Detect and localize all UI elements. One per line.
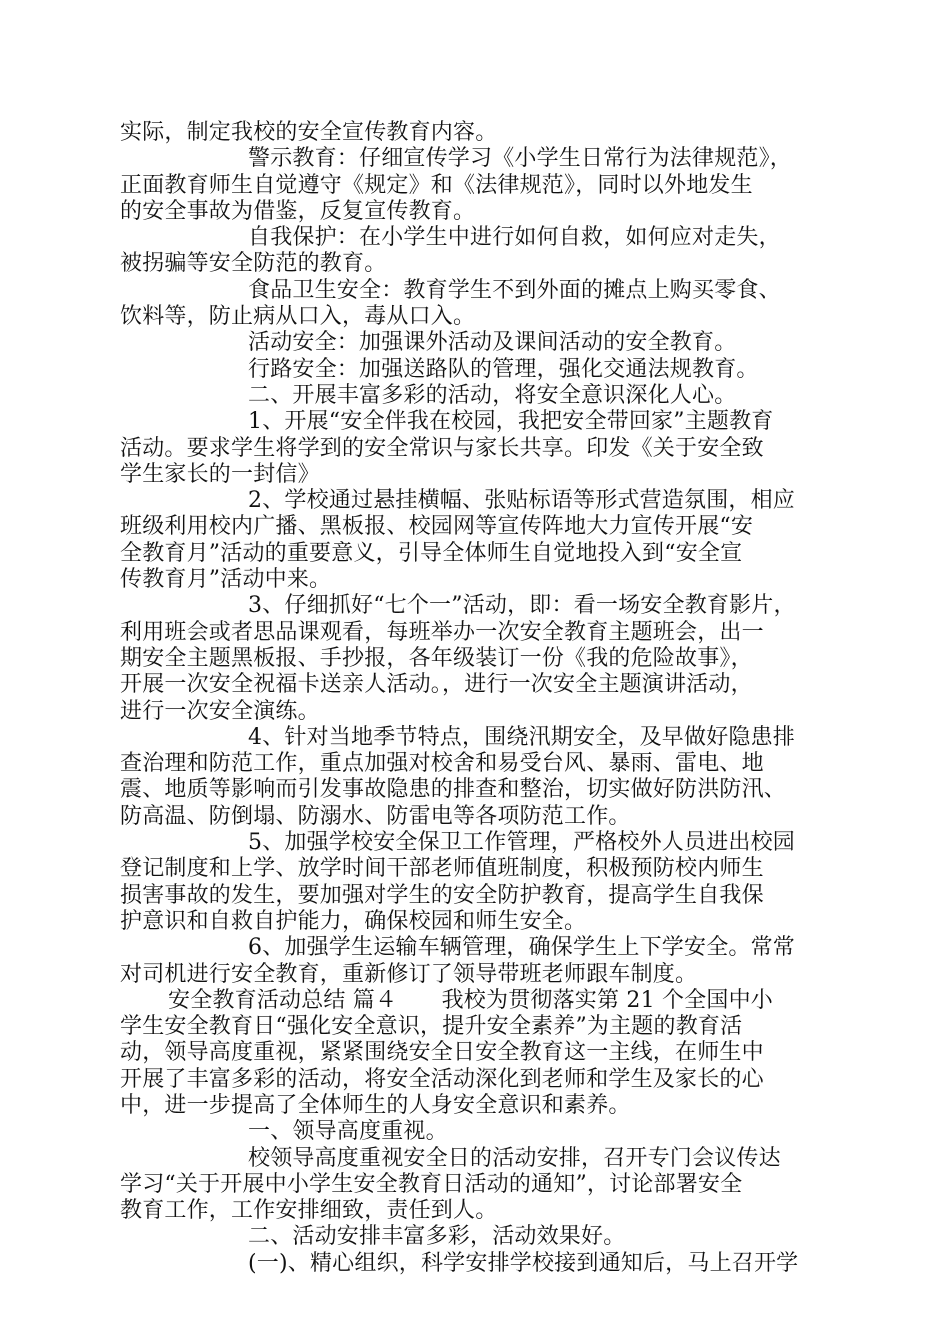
text-line: 校领导高度重视安全日的活动安排，召开专门会议传达 [248, 1145, 781, 1171]
text-line: 防高温、防倒塌、防溺水、防雷电等各项防范工作。 [120, 803, 631, 829]
text-line: 行路安全：加强送路队的管理，强化交通法规教育。 [248, 356, 759, 382]
section-heading: 安全教育活动总结 篇４ 我校为贯彻落实第 21 个全国中小 [168, 987, 773, 1013]
text-line: 学习“关于开展中小学生安全教育日活动的通知”，讨论部署安全 [120, 1171, 743, 1197]
text-line: 进行一次安全演练。 [120, 698, 320, 724]
text-line: 开展一次安全祝福卡送亲人活动。，进行一次安全主题演讲活动， [120, 672, 753, 698]
text-line: 震、地质等影响而引发事故隐患的排查和整治，切实做好防洪防汛、 [120, 777, 787, 803]
text-line: 学生安全教育日“强化安全意识，提升安全素养”为主题的教育活 [120, 1014, 743, 1040]
text-line: 护意识和自救自护能力，确保校园和师生安全。 [120, 908, 587, 934]
text-line: (一)、精心组织，科学安排学校接到通知后，马上召开学 [248, 1250, 799, 1276]
text-line: 5、加强学校安全保卫工作管理，严格校外人员进出校园 [248, 830, 795, 856]
text-line: 实际，制定我校的安全宣传教育内容。 [120, 120, 498, 145]
text-line: 利用班会或者思品课观看，每班举办一次安全教育主题班会，出一 [120, 619, 764, 645]
text-line: 的安全事故为借鉴，反复宣传教育。 [120, 198, 476, 224]
text-line: 学生家长的一封信》 [120, 461, 320, 487]
text-line: 教育工作，工作安排细致，责任到人。 [120, 1198, 498, 1224]
text-line: 1、开展“安全伴我在校园，我把安全带回家”主题教育 [248, 409, 774, 435]
text-line: 饮料等，防止病从口入，毒从口入。 [120, 304, 476, 330]
section-heading: 二、活动安排丰富多彩，活动效果好。 [248, 1224, 626, 1250]
text-line: 正面教育师生自觉遵守《规定》和《法律规范》，同时以外地发生 [120, 172, 753, 198]
text-line: 4、针对当地季节特点，围绕汛期安全，及早做好隐患排 [248, 724, 795, 750]
text-line: 警示教育：仔细宣传学习《小学生日常行为法律规范》， [248, 146, 793, 172]
text-line: 6、加强学生运输车辆管理，确保学生上下学安全。常常 [248, 935, 795, 961]
text-line: 被拐骗等安全防范的教育。 [120, 251, 387, 277]
section-heading: 二、开展丰富多彩的活动，将安全意识深化人心。 [248, 382, 737, 408]
text-line: 班级利用校内广播、黑板报、校园网等宣传阵地大力宣传开展“安 [120, 514, 754, 540]
text-line: 2、学校通过悬挂横幅、张贴标语等形式营造氛围，相应 [248, 488, 795, 514]
text-line: 食品卫生安全：教育学生不到外面的摊点上购买零食、 [248, 277, 781, 303]
document-body [120, 120, 830, 1277]
text-line: 登记制度和上学、放学时间干部老师值班制度，积极预防校内师生 [120, 856, 764, 882]
text-line: 自我保护：在小学生中进行如何自救，如何应对走失， [248, 225, 781, 251]
text-line: 对司机进行安全教育，重新修订了领导带班老师跟车制度。 [120, 961, 698, 987]
text-line: 活动安全：加强课外活动及课间活动的安全教育。 [248, 330, 737, 356]
text-line: 活动。要求学生将学到的安全常识与家长共享。印发《关于安全致 [120, 435, 764, 461]
section-heading: 一、领导高度重视。 [248, 1119, 448, 1145]
text-line: 3、仔细抓好“七个一”活动，即：看一场安全教育影片， [248, 593, 796, 619]
text-line: 开展了丰富多彩的活动，将安全活动深化到老师和学生及家长的心 [120, 1066, 764, 1092]
text-line: 期安全主题黑板报、手抄报，各年级装订一份《我的危险故事》， [120, 645, 753, 671]
text-line: 损害事故的发生，要加强对学生的安全防护教育，提高学生自我保 [120, 882, 764, 908]
text-line: 查治理和防范工作，重点加强对校舍和易受台风、暴雨、雷电、地 [120, 751, 764, 777]
text-line: 动，领导高度重视，紧紧围绕安全日安全教育这一主线，在师生中 [120, 1040, 764, 1066]
text-line: 全教育月”活动的重要意义，引导全体师生自觉地投入到“安全宣 [120, 540, 743, 566]
text-line: 中，进一步提高了全体师生的人身安全意识和素养。 [120, 1092, 631, 1118]
text-line: 传教育月”活动中来。 [120, 567, 332, 593]
